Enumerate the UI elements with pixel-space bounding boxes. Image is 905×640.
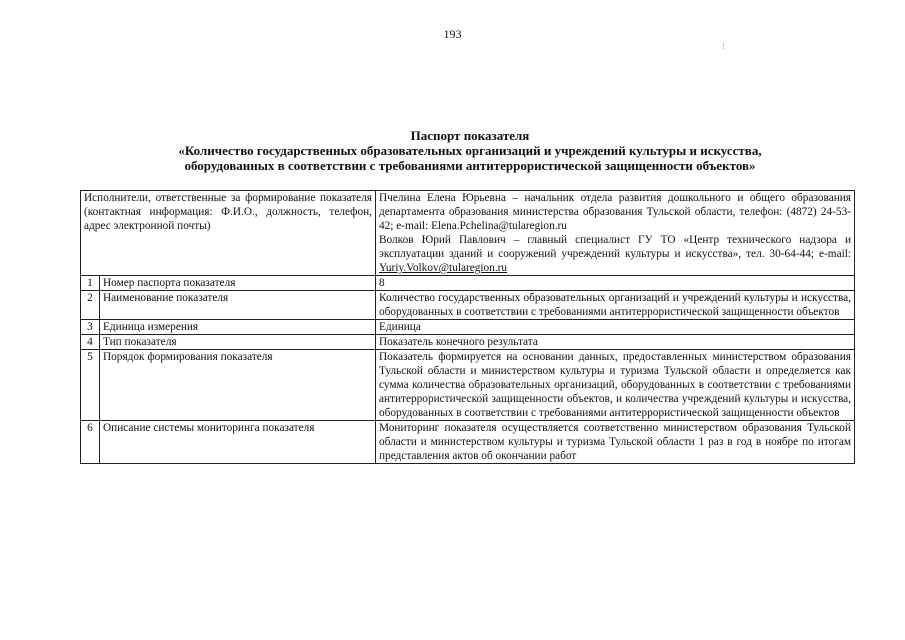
document-title <box>90 128 850 173</box>
row-value: Показатель конечного результата <box>376 335 855 350</box>
row-value: Мониторинг показателя осуществляется соответственно министерством образования Тульской области и министерством культуры и туризма Тульской области 1 раз в год в ноябре по итогам представления актов об окончании работ <box>376 421 855 464</box>
title-line-3: оборудованных в соответствии с требованиями антитеррористической защищенности объектов» <box>184 158 756 173</box>
title-line-1: Паспорт показателя <box>410 128 530 143</box>
table-row <box>81 421 855 464</box>
executor-contact-2-text: Волков Юрий Павлович – главный специалист ГУ ТО «Центр технического надзора и эксплуатации зданий и сооружений учреждений культуры и искусства», тел. 30-64-44; e-mail: <box>379 234 851 260</box>
executors-label: Исполнители, ответственные за формирование показателя (контактная информация: Ф.И.О., должность, телефон, адрес электронной почты) <box>81 191 376 276</box>
row-value: Единица <box>376 320 855 335</box>
row-label: Единица измерения <box>100 320 376 335</box>
table-row-executors <box>81 191 855 276</box>
row-label: Описание системы мониторинга показателя <box>100 421 376 464</box>
row-number: 5 <box>81 350 100 421</box>
margin-mark: ! <box>722 42 725 51</box>
title-line-2: «Количество государственных образовательных организаций и учреждений культуры и искусства, <box>178 143 762 158</box>
executor-contact-1: Пчелина Елена Юрьевна – начальник отдела развития дошкольного и общего образования департамента образования министерства образования Тульской области, телефон: (4872) 24-53-42; e-mail: Elena.Pchelina@tularegion.ru <box>379 192 851 232</box>
row-number: 4 <box>81 335 100 350</box>
row-label: Номер паспорта показателя <box>100 276 376 291</box>
row-number: 6 <box>81 421 100 464</box>
executors-value <box>376 191 855 276</box>
executor-email-link[interactable]: Yuriy.Volkov@tularegion.ru <box>379 262 508 274</box>
row-label: Порядок формирования показателя <box>100 350 376 421</box>
row-value: Показатель формируется на основании данных, предоставленных министерством образования Тульской области и министерством культуры и туризма Тульской области и определяется как сумма количества образовательных организаций, оборудованных в соответствии с требованиями антитеррористической защищенности объектов, и количества учреждений культуры и искусства, оборудованных в соответствии с требованиями антитеррористической защищенности объектов <box>376 350 855 421</box>
row-value: 8 <box>376 276 855 291</box>
table-row <box>81 291 855 320</box>
row-number: 2 <box>81 291 100 320</box>
row-number: 1 <box>81 276 100 291</box>
page-number: 193 <box>443 27 462 41</box>
table-row <box>81 320 855 335</box>
table-row <box>81 335 855 350</box>
row-value: Количество государственных образовательных организаций и учреждений культуры и искусства, оборудованных в соответствии с требованиями антитеррористической защищенности объектов <box>376 291 855 320</box>
row-label: Тип показателя <box>100 335 376 350</box>
row-label: Наименование показателя <box>100 291 376 320</box>
table-row <box>81 350 855 421</box>
passport-table <box>80 190 855 464</box>
row-number: 3 <box>81 320 100 335</box>
table-row <box>81 276 855 291</box>
executor-contact-2 <box>379 233 851 275</box>
